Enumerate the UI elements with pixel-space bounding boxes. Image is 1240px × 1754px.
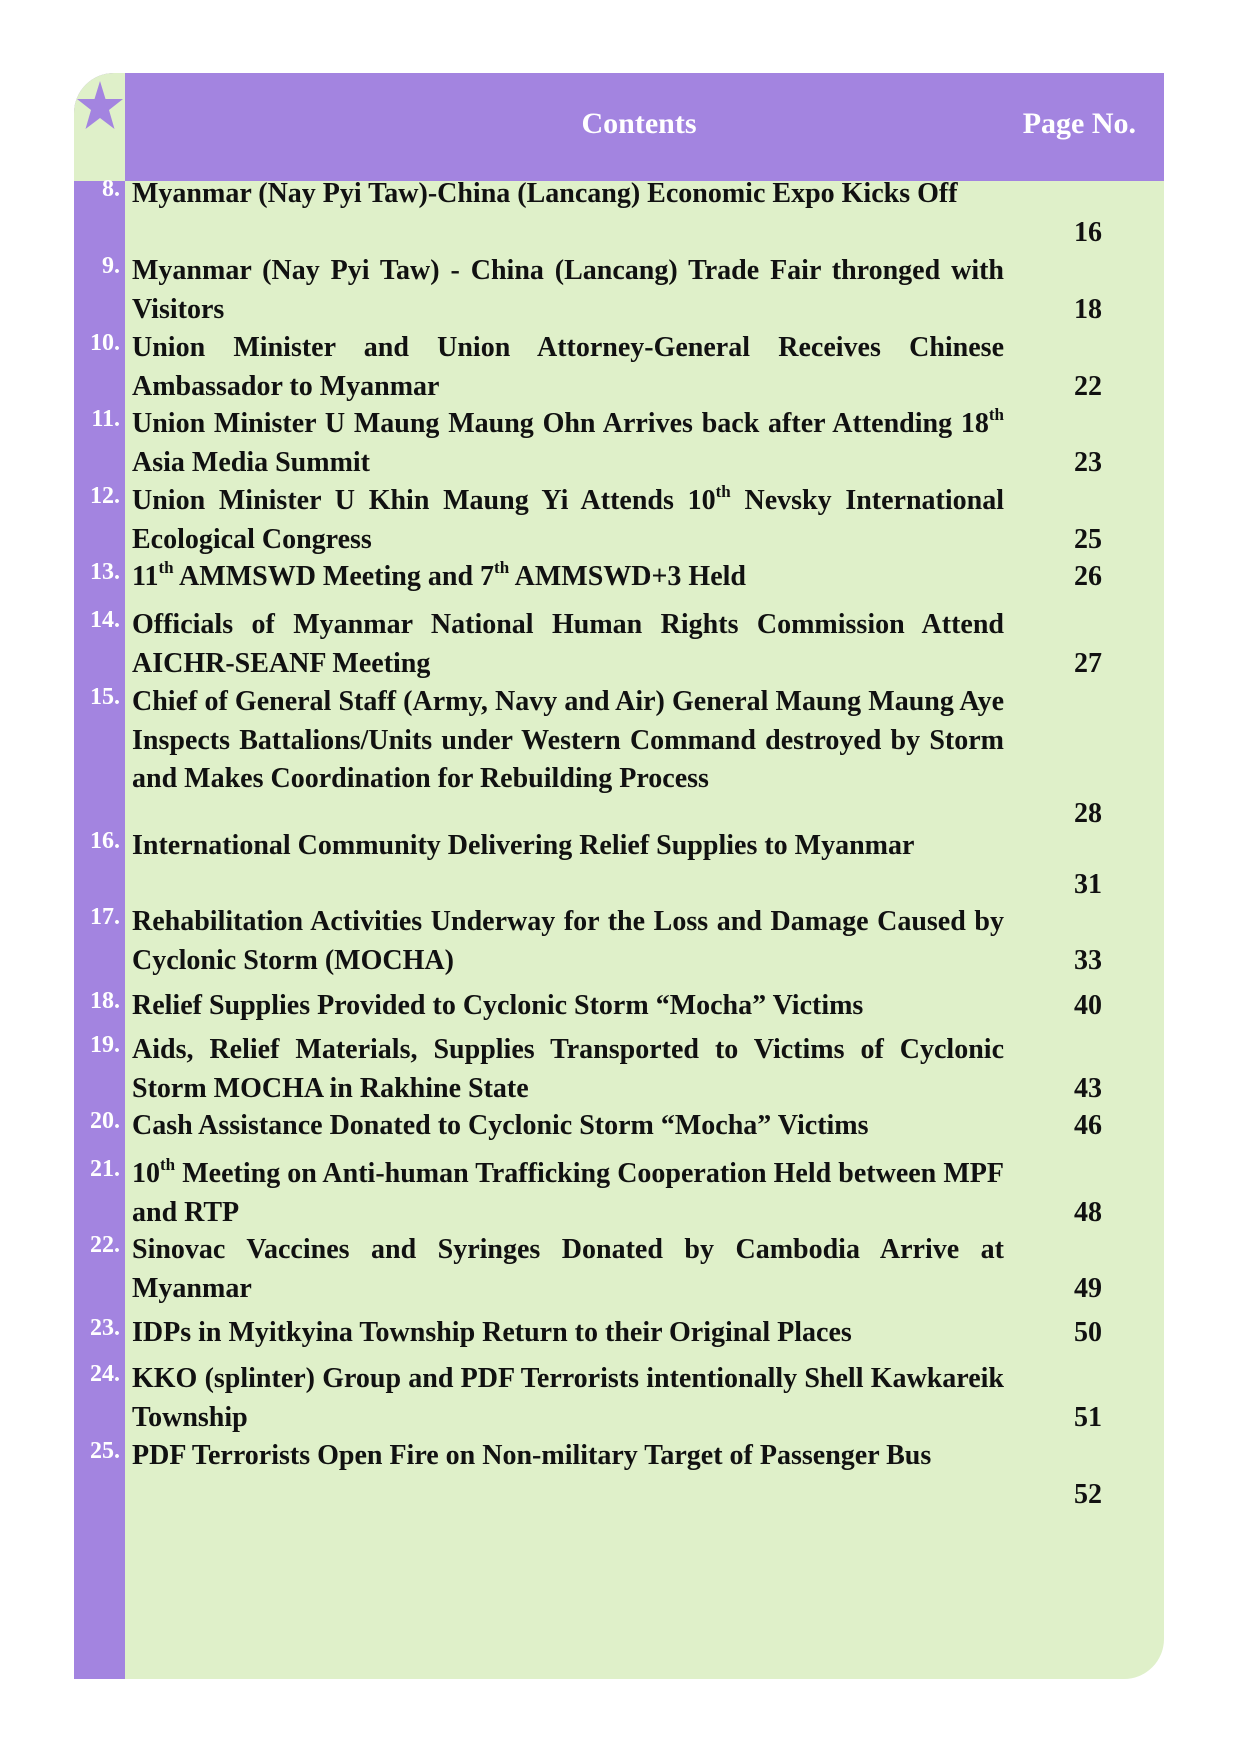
entry-title[interactable]: Officials of Myanmar National Human Rights Commission Attend AICHR-SEANF Meeting bbox=[132, 609, 1004, 679]
entry-title[interactable]: Union Minister and Union Attorney-General Receives Chinese Ambassador to Myanmar bbox=[132, 332, 1004, 402]
entry-page: 18 bbox=[1074, 293, 1102, 325]
entry-title[interactable]: Cash Assistance Donated to Cyclonic Storm “Mocha” Victims bbox=[132, 1110, 869, 1141]
entry-title[interactable]: Sinovac Vaccines and Syringes Donated by Cambodia Arrive at Myanmar bbox=[132, 1234, 1004, 1304]
contents-panel bbox=[74, 73, 1164, 1679]
entry-page: 40 bbox=[1074, 990, 1102, 1021]
entry-page: 49 bbox=[1074, 1272, 1102, 1304]
entry-page: 28 bbox=[1074, 798, 1102, 829]
entry-number: 11. bbox=[91, 406, 120, 432]
entry-title[interactable]: Chief of General Staff (Army, Navy and Air) General Maung Maung Aye Inspects Battalions/Units under Western Command destroyed by Storm and Makes Coordination for Rebuilding Process bbox=[132, 686, 1004, 794]
entry-title[interactable]: Union Minister U Maung Maung Ohn Arrives back after Attending 18th Asia Media Summit bbox=[132, 405, 1004, 478]
entry-title[interactable]: 11th AMMSWD Meeting and 7th AMMSWD+3 Held bbox=[132, 558, 746, 592]
entry-number: 24. bbox=[90, 1361, 120, 1387]
entry-number: 12. bbox=[90, 483, 120, 509]
entry-title[interactable]: Union Minister U Khin Maung Yi Attends 10th Nevsky International Ecological Congress bbox=[132, 482, 1005, 555]
entry-number: 25. bbox=[90, 1438, 120, 1464]
entry-title[interactable]: Aids, Relief Materials, Supplies Transported to Victims of Cyclonic Storm MOCHA in Rakhine State bbox=[132, 1034, 1004, 1104]
entry-number: 15. bbox=[90, 684, 120, 710]
entry-number: 13. bbox=[90, 559, 120, 585]
entry-page: 23 bbox=[1074, 446, 1102, 478]
entry-number: 10. bbox=[90, 330, 120, 356]
entry-page: 48 bbox=[1074, 1196, 1102, 1228]
entry-title[interactable]: IDPs in Myitkyina Township Return to their Original Places bbox=[132, 1317, 852, 1348]
entry-page: 33 bbox=[1074, 944, 1102, 976]
contents-heading: Contents bbox=[581, 107, 697, 140]
entry-title[interactable]: International Community Delivering Relief Supplies to Myanmar bbox=[132, 830, 915, 861]
entry-title[interactable]: Myanmar (Nay Pyi Taw)-China (Lancang) Economic Expo Kicks Off bbox=[132, 178, 958, 209]
entry-title[interactable]: Rehabilitation Activities Underway for the Loss and Damage Caused by Cyclonic Storm (MOCHA) bbox=[132, 906, 1004, 976]
entry-number: 21. bbox=[90, 1156, 120, 1182]
entry-page: 22 bbox=[1074, 370, 1102, 402]
contents-header bbox=[74, 73, 1164, 181]
entry-page: 43 bbox=[1074, 1072, 1102, 1104]
entry-number: 18. bbox=[90, 988, 120, 1014]
entry-page: 26 bbox=[1074, 561, 1102, 592]
entry-number: 9. bbox=[102, 253, 120, 279]
entry-page: 25 bbox=[1074, 523, 1102, 555]
entry-page: 51 bbox=[1074, 1401, 1102, 1433]
entry-number: 19. bbox=[90, 1032, 120, 1058]
entry-number: 14. bbox=[90, 607, 120, 633]
entry-title[interactable]: 10th Meeting on Anti-human Trafficking Cooperation Held between MPF and RTP bbox=[132, 1155, 1004, 1228]
entry-title[interactable]: KKO (splinter) Group and PDF Terrorists intentionally Shell Kawkareik Township bbox=[132, 1363, 1004, 1433]
entry-page: 52 bbox=[1074, 1478, 1102, 1510]
entry-title[interactable]: PDF Terrorists Open Fire on Non-military Target of Passenger Bus bbox=[132, 1440, 932, 1471]
entry-page: 46 bbox=[1074, 1110, 1102, 1141]
entry-number: 17. bbox=[90, 904, 120, 930]
entry-page: 16 bbox=[1074, 216, 1102, 248]
entry-number: 22. bbox=[90, 1232, 120, 1258]
entry-page: 50 bbox=[1074, 1317, 1102, 1348]
entry-title[interactable]: Relief Supplies Provided to Cyclonic Storm “Mocha” Victims bbox=[132, 990, 864, 1021]
entry-number: 16. bbox=[90, 828, 120, 854]
entry-number: 20. bbox=[90, 1108, 120, 1134]
entry-page: 27 bbox=[1074, 647, 1102, 679]
entry-page: 31 bbox=[1074, 868, 1102, 900]
entry-title[interactable]: Myanmar (Nay Pyi Taw) - China (Lancang) Trade Fair thronged with Visitors bbox=[132, 255, 1004, 325]
entry-number: 23. bbox=[90, 1315, 120, 1341]
entry-number: 8. bbox=[102, 176, 120, 202]
page-number-heading: Page No. bbox=[1022, 107, 1136, 140]
